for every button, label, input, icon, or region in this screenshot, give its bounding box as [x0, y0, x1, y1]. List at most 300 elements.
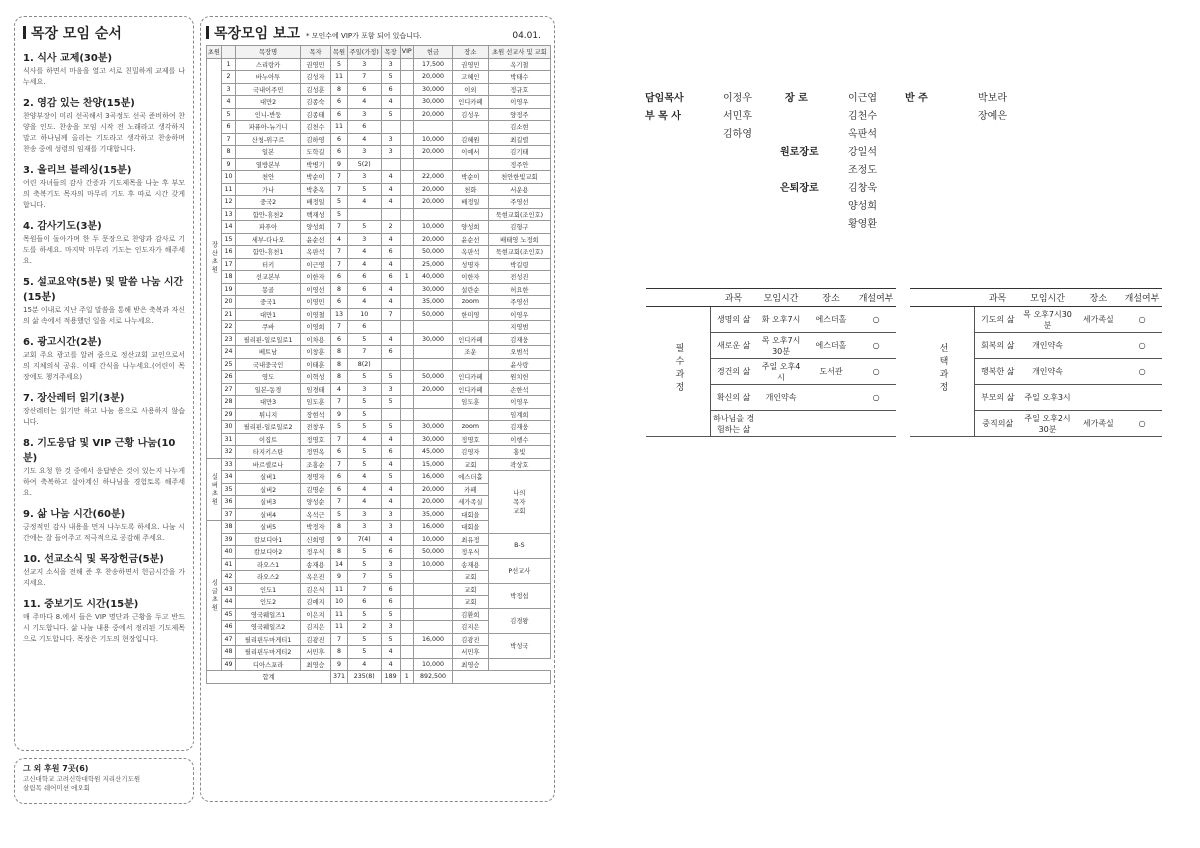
course-place [1075, 359, 1123, 385]
report-cell: 임도훈 [453, 396, 489, 409]
report-cell: 옥석근 [300, 508, 330, 521]
course-place [1075, 333, 1123, 359]
report-cell: 배정일 [453, 196, 489, 209]
report-cell: 4 [381, 296, 400, 309]
group-name-cell: 실버초원 [207, 458, 222, 521]
report-cell [400, 433, 413, 446]
report-cell: 가나 [236, 183, 301, 196]
report-cell: 베트남 [236, 346, 301, 359]
order-item-heading: 5. 설교요약(5분) 및 말씀 나눔 시간(15분) [23, 277, 184, 303]
report-cell: 박순이 [300, 171, 330, 184]
report-cell: 30,000 [413, 96, 452, 109]
report-cell: 5 [381, 633, 400, 646]
group-name-cell: 싱글초원 [207, 521, 222, 671]
report-cell: 박정섭 [488, 583, 550, 608]
report-cell: 실버5 [236, 521, 301, 534]
report-cell: 이영우 [488, 308, 550, 321]
report-cell: 7 [331, 258, 348, 271]
report-cell: 이근영 [300, 258, 330, 271]
report-row [207, 196, 551, 209]
report-row [207, 58, 551, 71]
report-cell: 박춘옥 [300, 183, 330, 196]
report-cell [400, 658, 413, 671]
order-item-heading: 1. 식사 교제(30분) [23, 53, 113, 64]
report-cell: 16,000 [413, 521, 452, 534]
report-cell: 임경태 [300, 383, 330, 396]
course-time: 화 오후7시 [756, 307, 805, 333]
report-cell: 조홍순 [300, 458, 330, 471]
report-cell: 김환희 [453, 608, 489, 621]
report-cell: 3 [381, 146, 400, 159]
report-cell [400, 58, 413, 71]
report-cell: 6 [331, 296, 348, 309]
course-place [806, 411, 857, 437]
report-cell: 이예서 [453, 146, 489, 159]
order-item-text: 찬양부장이 미리 선곡해서 3곡정도 선곡 준비하여 찬양을 인도. 찬송을 모임 시작 전 노래라고 생각하지 말고 하나님께 올리는 기도라고 생각하고 찬송하며 찬송 중에 성령의 임재를 기대합니다. [23, 112, 185, 153]
report-cell: 라오스1 [236, 558, 301, 571]
report-row [207, 121, 551, 134]
report-cell: 24 [221, 346, 236, 359]
report-header-cell: 목자 [300, 46, 330, 59]
report-cell: 11 [331, 608, 348, 621]
report-cell: 10,000 [413, 558, 452, 571]
report-cell: 6 [381, 583, 400, 596]
report-cell: 11 [331, 583, 348, 596]
emeritus-elder-label: 원로장로 [780, 147, 819, 158]
report-cell [400, 233, 413, 246]
report-cell: 8 [331, 346, 348, 359]
report-cell: 장현석 [300, 408, 330, 421]
report-cell: 송재용 [453, 558, 489, 571]
report-cell: 5 [347, 608, 381, 621]
report-cell: 실버3 [236, 496, 301, 509]
report-cell: 인디카페 [453, 96, 489, 109]
report-cell [400, 471, 413, 484]
report-cell: 양정주 [488, 108, 550, 121]
report-cell [400, 258, 413, 271]
report-cell: 이태훈 [300, 358, 330, 371]
report-cell: 11 [331, 71, 348, 84]
report-cell: 이영선 [300, 283, 330, 296]
report-cell: 3 [381, 508, 400, 521]
report-cell: 영국웨일즈1 [236, 608, 301, 621]
report-cell [400, 458, 413, 471]
report-cell: 4 [381, 483, 400, 496]
course-name: 중직의삶 [975, 411, 1021, 437]
report-cell: 7 [331, 246, 348, 259]
report-cell [400, 358, 413, 371]
report-cell: 영국웨일즈2 [236, 621, 301, 634]
report-cell: 지영범 [488, 321, 550, 334]
report-cell: 17,500 [413, 58, 452, 71]
report-row [207, 171, 551, 184]
report-cell: 김광진 [453, 633, 489, 646]
report-row [207, 271, 551, 284]
report-cell [400, 371, 413, 384]
report-cell: B-S [488, 533, 550, 558]
report-row [207, 421, 551, 434]
report-cell: 7 [347, 571, 381, 584]
report-cell [400, 646, 413, 659]
report-cell: 30,000 [413, 421, 452, 434]
report-cell: 10 [347, 308, 381, 321]
report-cell: 허요한 [488, 283, 550, 296]
course-name: 기도의 삶 [975, 307, 1021, 333]
report-cell: 원치헌 [488, 371, 550, 384]
report-cell: 박성국 [488, 633, 550, 658]
report-row [207, 446, 551, 459]
order-item-heading: 3. 올리브 블레싱(15분) [23, 165, 132, 176]
report-cell: 윤순선 [453, 233, 489, 246]
report-header-cell: 초원 [207, 46, 222, 59]
report-total-cell: 1 [400, 671, 413, 684]
report-cell: 몽골 [236, 283, 301, 296]
report-cell: 30,000 [413, 433, 452, 446]
report-cell: 11 [331, 621, 348, 634]
report-row [207, 633, 551, 646]
report-cell: 7 [331, 433, 348, 446]
report-header-row [207, 46, 551, 59]
report-cell: 최유정 [453, 533, 489, 546]
report-cell: 김재웅 [488, 421, 550, 434]
report-cell [400, 208, 413, 221]
report-cell: 9 [331, 533, 348, 546]
report-cell: 16 [221, 246, 236, 259]
report-cell: 김재웅 [488, 333, 550, 346]
report-cell [400, 133, 413, 146]
report-cell: 파퓨아-뉴기니 [236, 121, 301, 134]
report-row [207, 283, 551, 296]
report-cell: 14 [331, 558, 348, 571]
report-cell: 세부-다나오 [236, 233, 301, 246]
report-cell: 8 [331, 521, 348, 534]
report-cell: 4 [381, 171, 400, 184]
report-cell: 김성우 [453, 108, 489, 121]
assoc-pastor-label: 부 목 사 [645, 111, 681, 122]
order-item [23, 595, 185, 645]
report-cell: 4 [347, 296, 381, 309]
report-cell: 10 [221, 171, 236, 184]
report-cell: 3 [381, 558, 400, 571]
report-total-cell: 892,500 [413, 671, 452, 684]
report-cell: 4 [347, 258, 381, 271]
course-header-row: 과목 모임시간 장소 개설여부 [646, 289, 896, 307]
report-cell: 20,000 [413, 383, 452, 396]
report-total-row [207, 671, 551, 684]
order-item-heading: 6. 광고시간(2분) [23, 337, 102, 348]
course-time: 목 오후7시30분 [1021, 307, 1075, 333]
report-cell: 김형구 [488, 221, 550, 234]
report-cell: 33 [221, 458, 236, 471]
report-cell: 양성희 [300, 221, 330, 234]
report-cell: 3 [347, 146, 381, 159]
report-total-cell: 235(8) [347, 671, 381, 684]
course-place: 세가족실 [1075, 307, 1123, 333]
report-cell [400, 121, 413, 134]
report-cell: 20,000 [413, 146, 452, 159]
retired-elder-label: 은퇴장로 [780, 183, 819, 194]
report-cell: 옥은진 [300, 571, 330, 584]
report-row [207, 371, 551, 384]
report-cell [488, 471, 550, 534]
order-item [23, 161, 185, 211]
report-row [207, 458, 551, 471]
report-cell: 조운 [453, 346, 489, 359]
course-place: 에스더홀 [806, 307, 857, 333]
course-place [1075, 385, 1123, 411]
report-cell: 6 [347, 271, 381, 284]
report-row [207, 183, 551, 196]
report-cell [400, 621, 413, 634]
report-cell: 정연옥 [300, 446, 330, 459]
report-cell: 김혜원 [453, 133, 489, 146]
report-cell: 4 [381, 96, 400, 109]
report-cell: 17 [221, 258, 236, 271]
report-cell: 4 [347, 246, 381, 259]
report-cell: 8 [221, 146, 236, 159]
report-cell: 7 [381, 308, 400, 321]
report-cell: 8 [331, 83, 348, 96]
report-cell: 4 [381, 333, 400, 346]
report-cell: 7 [331, 221, 348, 234]
report-cell: 양성희 [453, 221, 489, 234]
report-cell: 46 [221, 621, 236, 634]
report-cell: 임도훈 [300, 396, 330, 409]
report-cell: 3 [347, 233, 381, 246]
report-cell [400, 158, 413, 171]
report-cell: 3 [347, 58, 381, 71]
report-cell: 10 [331, 596, 348, 609]
report-cell: 9 [331, 571, 348, 584]
sponsor-line: 고신대학교 고려신학대학원 지리산기도원 [23, 775, 141, 783]
report-cell: 11 [221, 183, 236, 196]
report-cell [400, 296, 413, 309]
report-cell: 정주안 [488, 158, 550, 171]
report-cell: 1 [400, 271, 413, 284]
assoc-pastor-names: 서민후 김하영 [723, 111, 752, 140]
report-cell: 중국1 [236, 296, 301, 309]
report-cell: 5 [381, 421, 400, 434]
report-cell: 천안 [236, 171, 301, 184]
course-row [910, 307, 1162, 333]
report-cell: 4 [347, 196, 381, 209]
report-cell: 6 [381, 546, 400, 559]
report-cell: 10,000 [413, 533, 452, 546]
course-name: 부모의 삶 [975, 385, 1021, 411]
course-place: 도서관 [806, 359, 857, 385]
report-cell [413, 646, 452, 659]
report-cell: 4 [347, 483, 381, 496]
report-cell: 37 [221, 508, 236, 521]
report-cell: 이차용 [300, 333, 330, 346]
report-cell: 천안한빛교회 [488, 171, 550, 184]
report-cell: 7 [331, 496, 348, 509]
report-cell [453, 408, 489, 421]
report-cell: 도학길 [300, 146, 330, 159]
report-row [207, 296, 551, 309]
report-row [207, 658, 551, 671]
report-cell-line: 교회 [513, 508, 526, 516]
order-item-heading: 8. 기도응답 및 VIP 근황 나눔(10분) [23, 438, 176, 464]
course-time: 개인약속 [1021, 359, 1075, 385]
report-cell: 서민후 [300, 646, 330, 659]
course-open: ○ [856, 359, 896, 385]
report-cell: 3 [347, 508, 381, 521]
report-cell: 5 [347, 396, 381, 409]
report-cell [381, 358, 400, 371]
report-row [207, 108, 551, 121]
report-cell [400, 596, 413, 609]
elective-course-table [910, 288, 1162, 437]
report-cell: 쿠바 [236, 321, 301, 334]
order-item [23, 94, 185, 155]
group-name-cell: 장산초원 [207, 58, 222, 458]
report-cell: 6 [331, 471, 348, 484]
report-cell: 5 [347, 421, 381, 434]
required-course-table [646, 288, 896, 437]
report-cell: 15 [221, 233, 236, 246]
report-cell: 일본-동경 [236, 383, 301, 396]
report-cell [413, 158, 452, 171]
report-cell: 이은지 [300, 608, 330, 621]
report-cell: 22 [221, 321, 236, 334]
report-cell: 터키 [236, 258, 301, 271]
report-cell: 6 [381, 346, 400, 359]
report-cell: 20,000 [413, 233, 452, 246]
report-cell: 바누아투 [236, 71, 301, 84]
senior-pastor-name: 이정우 [723, 93, 752, 104]
report-cell: 인디카페 [453, 333, 489, 346]
report-cell: 6 [331, 108, 348, 121]
course-name: 새로운 삶 [711, 333, 757, 359]
report-cell: 이영희 [300, 321, 330, 334]
report-cell: 이창훈 [300, 346, 330, 359]
report-cell: 21 [221, 308, 236, 321]
report-cell: 8 [331, 646, 348, 659]
report-cell: P선교사 [488, 558, 550, 583]
report-cell: 4 [347, 471, 381, 484]
report-cell: 박순이 [453, 171, 489, 184]
report-cell: 3 [381, 58, 400, 71]
report-row [207, 333, 551, 346]
report-cell: 교회 [453, 458, 489, 471]
report-cell: 8 [331, 283, 348, 296]
order-item-heading: 4. 감사기도(3분) [23, 221, 102, 232]
report-cell [400, 546, 413, 559]
report-cell [400, 346, 413, 359]
sponsor-title: 그 외 후원 7곳(6) [23, 764, 89, 773]
report-cell: 세가족실 [453, 496, 489, 509]
report-cell: 인니-반둥 [236, 108, 301, 121]
report-row [207, 471, 551, 484]
report-cell: 김성훈 [300, 83, 330, 96]
report-total-cell [453, 671, 551, 684]
report-cell: 김지은 [300, 621, 330, 634]
report-cell: 5(2) [347, 158, 381, 171]
report-cell: 서민후 [453, 646, 489, 659]
report-cell: 20,000 [413, 71, 452, 84]
report-cell: 카페 [453, 483, 489, 496]
report-cell: 캄보디아2 [236, 546, 301, 559]
report-cell: 고혜인 [453, 71, 489, 84]
report-cell [347, 208, 381, 221]
report-cell: 인도2 [236, 596, 301, 609]
report-cell [400, 196, 413, 209]
report-row [207, 246, 551, 259]
course-place: 세가족실 [1075, 411, 1123, 437]
report-row [207, 233, 551, 246]
report-cell: 6 [381, 271, 400, 284]
report-cell: 박길령 [488, 258, 550, 271]
report-cell: 4 [347, 133, 381, 146]
report-cell: 2 [381, 221, 400, 234]
report-cell: 36 [221, 496, 236, 509]
report-cell: 성명자 [453, 258, 489, 271]
report-panel [200, 16, 555, 802]
report-cell: 에스더홀 [453, 471, 489, 484]
report-cell: 6 [347, 121, 381, 134]
report-cell [400, 383, 413, 396]
report-cell: 31 [221, 433, 236, 446]
report-cell: 35,000 [413, 508, 452, 521]
report-cell [400, 283, 413, 296]
report-cell: 7 [331, 633, 348, 646]
course-open: ○ [1122, 307, 1162, 333]
report-cell: 7 [331, 321, 348, 334]
report-cell: 1 [221, 58, 236, 71]
report-cell: 16,000 [413, 633, 452, 646]
course-category-text: 선택과정 [937, 342, 948, 395]
report-row [207, 96, 551, 109]
report-cell: 김성자 [300, 71, 330, 84]
course-open [856, 411, 896, 437]
sponsor-panel [14, 758, 194, 804]
report-cell: 7 [347, 346, 381, 359]
order-item-text: 선교지 소식을 전해 준 후 찬송하면서 헌금시간을 가지세요. [23, 568, 185, 587]
report-cell: 5 [347, 221, 381, 234]
report-cell: 설란순 [453, 283, 489, 296]
report-cell: 옥판석 [453, 246, 489, 259]
course-time: 주일 오후3시 [1021, 385, 1075, 411]
report-row [207, 608, 551, 621]
report-cell: 함안-휴천2 [236, 208, 301, 221]
course-time: 개인약속 [1021, 333, 1075, 359]
report-cell: 6 [381, 596, 400, 609]
report-cell: 이외 [453, 83, 489, 96]
report-cell: 5 [347, 408, 381, 421]
report-cell: 4 [381, 433, 400, 446]
accompanist-label: 반 주 [905, 93, 928, 104]
report-cell: 이한자 [453, 271, 489, 284]
report-cell: 최길렬 [488, 133, 550, 146]
report-cell: 6 [221, 121, 236, 134]
report-cell: 4 [381, 283, 400, 296]
report-cell: 실버2 [236, 483, 301, 496]
report-cell: 전창우 [300, 421, 330, 434]
report-cell [400, 558, 413, 571]
report-cell: 교회 [453, 571, 489, 584]
report-cell: 국내중국인 [236, 358, 301, 371]
report-cell [413, 621, 452, 634]
order-item-text: 어린 자녀들의 감사 간증과 기도제목을 나눈 후 부모의 축복기도 목자의 마무리 기도 후 따로 시간 갖게 합니다. [23, 179, 185, 209]
report-cell: 튀니지 [236, 408, 301, 421]
course-name: 확신의 삶 [711, 385, 757, 411]
report-cell: 대회을 [453, 521, 489, 534]
report-row [207, 408, 551, 421]
report-cell [413, 358, 452, 371]
report-cell: 김지은 [453, 621, 489, 634]
report-cell: 배정일 [300, 196, 330, 209]
